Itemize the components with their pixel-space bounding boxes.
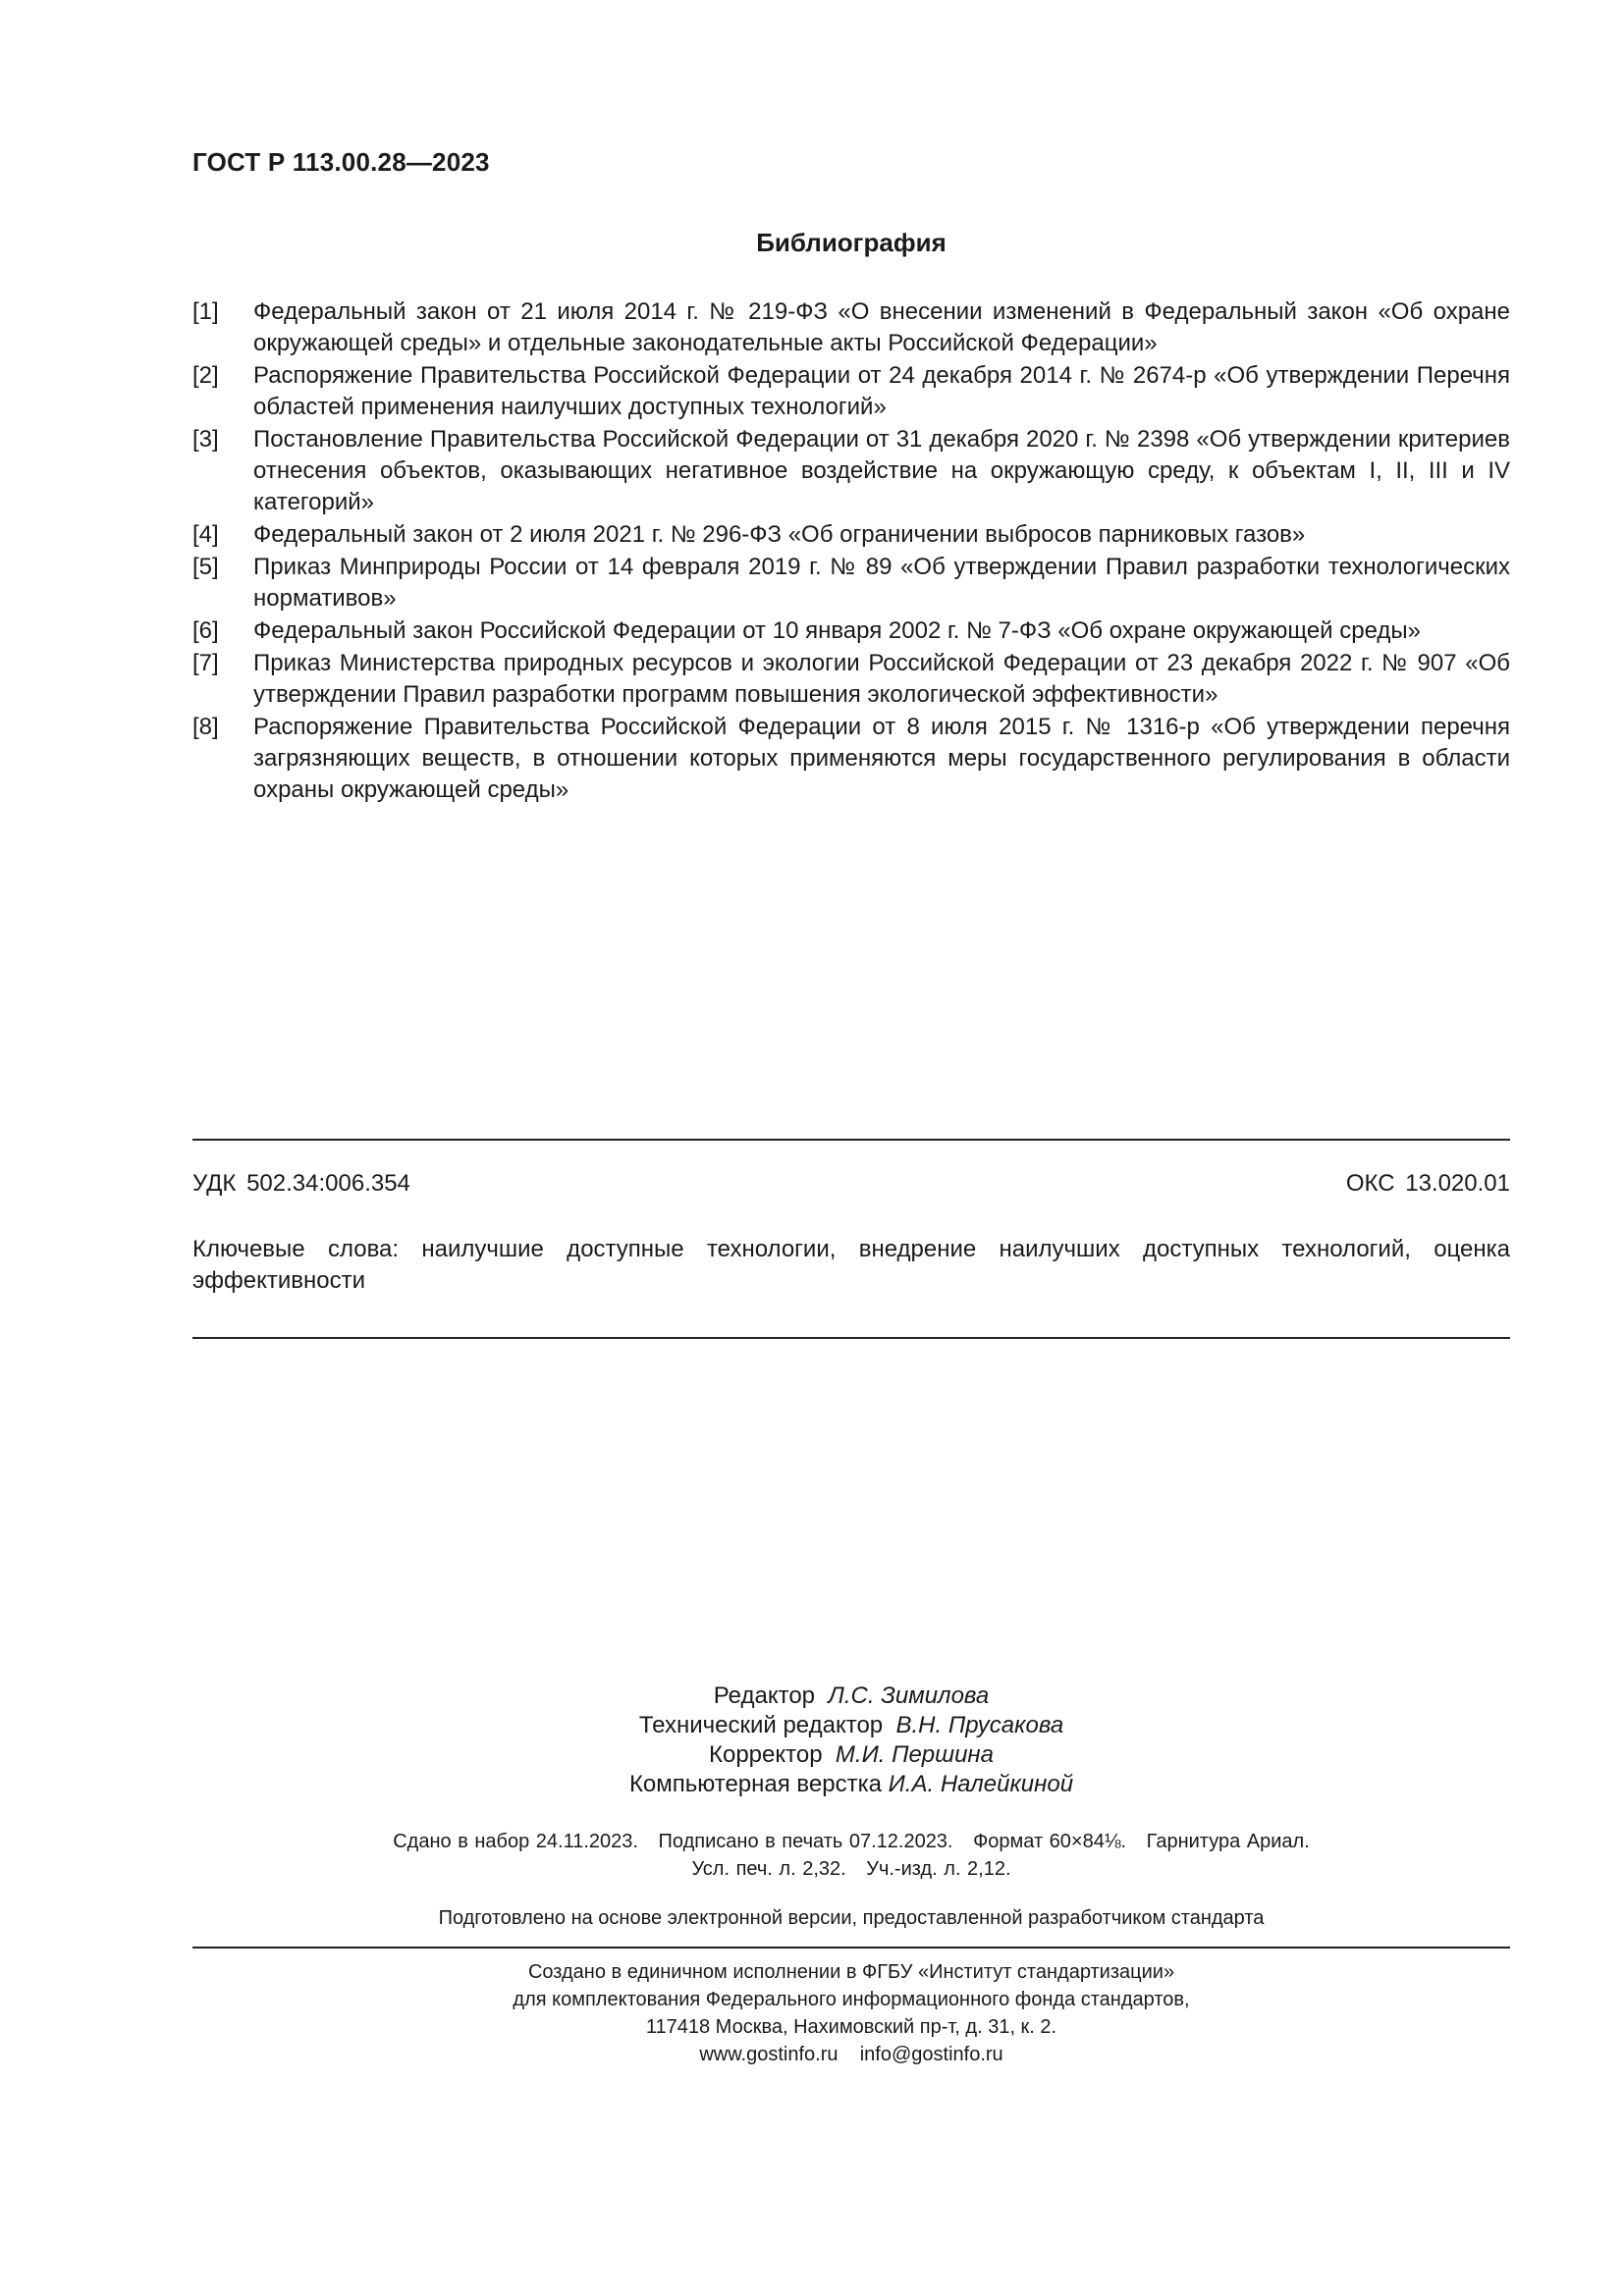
bibliography-item <box>192 519 1510 551</box>
top-divider <box>192 1139 1510 1141</box>
bibliography-item-text: Приказ Министерства природных ресурсов и экологии Российской Федерации от 23 декабря 2022 г. № 907 «Об утверждении Правил разработки программ повышения экологической эффективности» <box>253 650 1510 708</box>
publisher-block <box>192 1958 1510 2068</box>
document-code: ГОСТ Р 113.00.28—2023 <box>192 147 490 177</box>
bibliography-item <box>192 648 1510 711</box>
publisher-sheets: Уч.-изд. л. 2,12. <box>866 1858 1011 1880</box>
bibliography-item <box>192 712 1510 806</box>
credit-role: Компьютерная верстка <box>628 1771 882 1797</box>
typeset-date: Сдано в набор 24.11.2023. <box>393 1831 638 1852</box>
bibliography-item-text: Постановление Правительства Российской Федерации от 31 декабря 2020 г. № 2398 «Об утверждении критериев отнесения объектов, оказывающих негативное воздействие на окружающую среду, к объектам I, II, III и IV категорий» <box>253 426 1510 515</box>
credit-line <box>192 1770 1510 1799</box>
document-page <box>192 0 1510 2296</box>
publisher-contacts[interactable]: www.gostinfo.ru info@gostinfo.ru <box>699 2044 1003 2065</box>
bibliography-item <box>192 615 1510 647</box>
bibliography-item-number: [1] <box>192 298 219 325</box>
printed-sheets: Усл. печ. л. 2,32. <box>691 1858 846 1880</box>
credit-role: Редактор <box>713 1682 816 1709</box>
bibliography-item-number: [8] <box>192 714 219 740</box>
bibliography-item <box>192 424 1510 518</box>
bibliography-item <box>192 296 1510 359</box>
udk-code: УДК 502.34:006.354 <box>192 1170 410 1197</box>
bibliography-item-number: [4] <box>192 521 219 548</box>
prepared-note: Подготовлено на основе электронной версии, предоставленной разработчиком стандарта <box>438 1907 1265 1929</box>
bibliography-item-number: [5] <box>192 554 219 580</box>
credit-role: Технический редактор <box>638 1712 884 1738</box>
bibliography-item-number: [6] <box>192 617 219 644</box>
publisher-divider <box>192 1947 1510 1949</box>
keywords: Ключевые слова: наилучшие доступные технологии, внедрение наилучших доступных технологий, оценка эффективности <box>192 1236 1510 1294</box>
publisher-line: Создано в единичном исполнении в ФГБУ «Институт стандартизации» <box>527 1961 1175 1983</box>
credit-name: М.И. Першина <box>835 1741 994 1768</box>
bibliography-list <box>192 296 1510 807</box>
credit-name: Л.С. Зимилова <box>828 1682 990 1709</box>
paper-format: Формат 60×84⅛. <box>973 1831 1127 1852</box>
bibliography-item-number: [7] <box>192 650 219 676</box>
credit-line <box>192 1711 1510 1740</box>
bibliography-item-number: [2] <box>192 362 219 389</box>
print-info-line-2 <box>192 1855 1510 1883</box>
bibliography-item-text: Федеральный закон от 2 июля 2021 г. № 296-ФЗ «Об ограничении выбросов парниковых газов» <box>253 521 1306 548</box>
bibliography-item-text: Федеральный закон Российской Федерации от 10 января 2002 г. № 7-ФЗ «Об охране окружающей среды» <box>253 617 1422 644</box>
bibliography-item <box>192 360 1510 423</box>
publisher-line: 117418 Москва, Нахимовский пр-т, д. 31, к. 2. <box>645 2016 1057 2038</box>
credit-role: Корректор <box>709 1741 823 1768</box>
bottom-divider <box>192 1337 1510 1339</box>
credits-block <box>192 1682 1510 1799</box>
credit-name: В.Н. Прусакова <box>895 1712 1064 1738</box>
bibliography-item-text: Распоряжение Правительства Российской Федерации от 24 декабря 2014 г. № 2674-р «Об утверждении Перечня областей применения наилучших доступных технологий» <box>253 362 1510 420</box>
credit-line <box>192 1740 1510 1770</box>
oks-code: ОКС 13.020.01 <box>1345 1170 1510 1197</box>
bibliography-item <box>192 552 1510 614</box>
bibliography-title: Библиография <box>756 228 947 257</box>
publisher-line: для комплектования Федерального информационного фонда стандартов, <box>513 1989 1190 2010</box>
bibliography-item-text: Распоряжение Правительства Российской Федерации от 8 июля 2015 г. № 1316-р «Об утверждении перечня загрязняющих веществ, в отношении которых применяются меры государственного регулирования в области охраны окружающей среды» <box>253 714 1510 803</box>
credit-line <box>192 1682 1510 1711</box>
typeface: Гарнитура Ариал. <box>1146 1831 1310 1852</box>
print-info-line-1 <box>192 1828 1510 1855</box>
bibliography-item-text: Приказ Минприроды России от 14 февраля 2019 г. № 89 «Об утверждении Правил разработки технологических нормативов» <box>253 554 1510 612</box>
bibliography-item-number: [3] <box>192 426 219 453</box>
signed-date: Подписано в печать 07.12.2023. <box>658 1831 953 1852</box>
print-info <box>192 1828 1510 1883</box>
credit-name: И.А. Налейкиной <box>888 1771 1074 1797</box>
bibliography-item-text: Федеральный закон от 21 июля 2014 г. № 219-ФЗ «О внесении изменений в Федеральный закон «Об охране окружающей среды» и отдельные законодательные акты Российской Федерации» <box>253 298 1510 356</box>
